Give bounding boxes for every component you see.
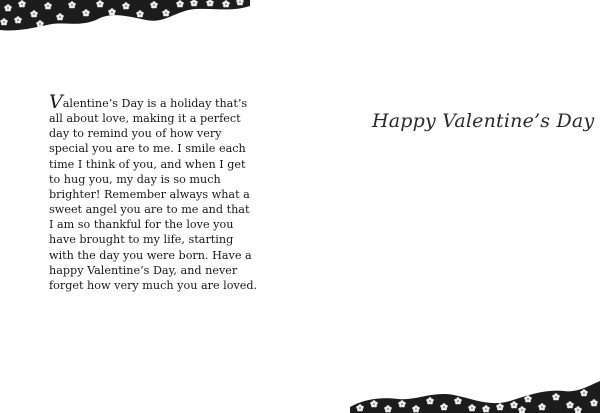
bottom-floral-border — [350, 377, 600, 413]
greeting-title: Happy Valentine’s Day — [372, 110, 595, 132]
poem-body: alentine’s Day is a holiday that’s all about love, making it a perfect day to remind you of how very special you are to me. I smile each time I think of you, and when I get to hug you, my day is so much brighter! Remember always what a sweet angel you are to me and that I am so thankful for the love you have brought to my life, starting with the day you were born. Have a happy Valentine’s Day, and never forget how very much you are loved. — [49, 97, 258, 292]
poem-text — [49, 91, 264, 293]
poem-initial-letter: V — [49, 91, 63, 113]
top-floral-border — [0, 0, 250, 42]
